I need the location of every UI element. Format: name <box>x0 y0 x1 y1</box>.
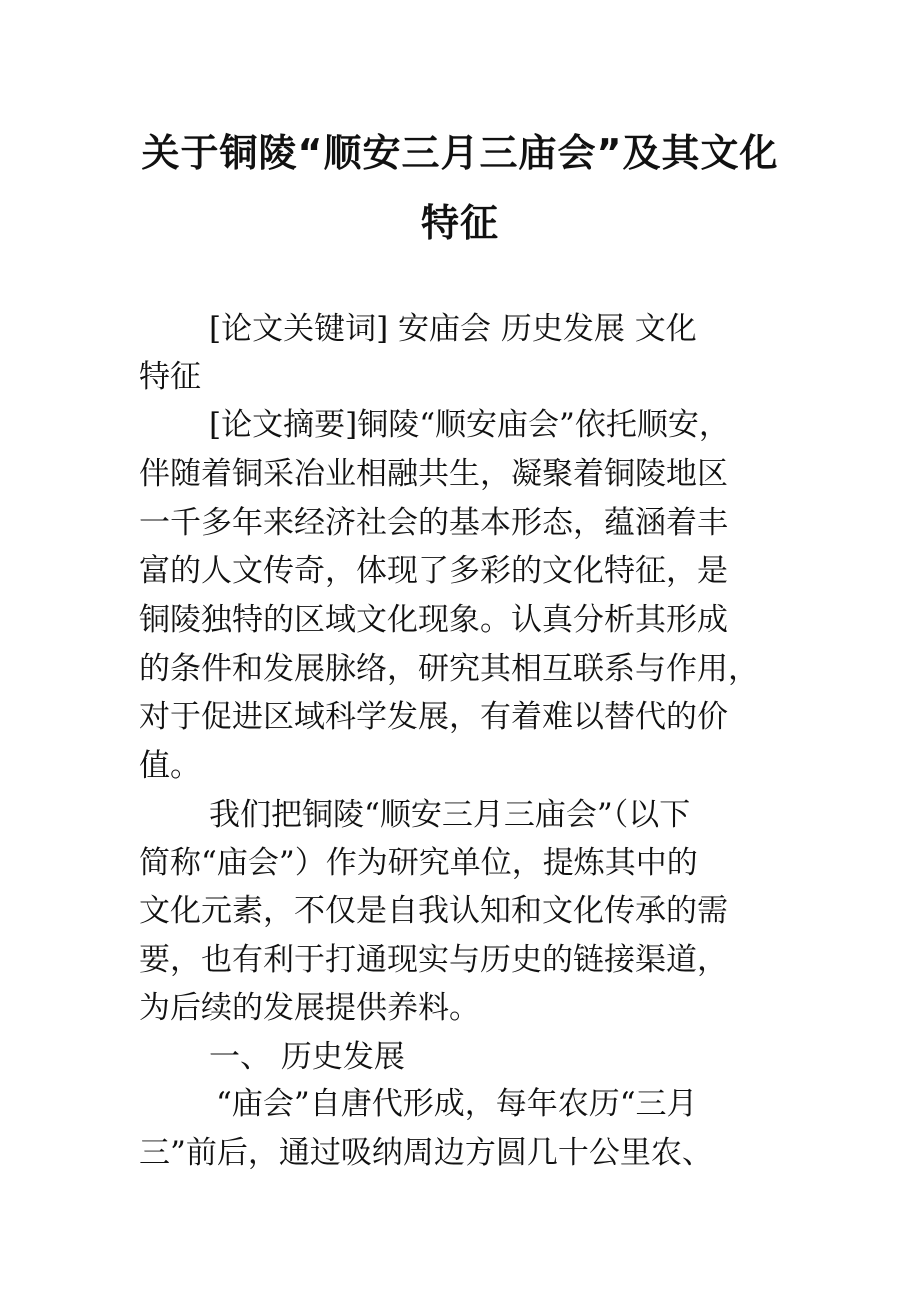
intro-line-5: 为后续的发展提供养料。 <box>139 990 480 1026</box>
section-line-2: 三”前后，通过吸纳周边方圆几十公里农、 <box>139 1135 713 1171</box>
keywords-line-1: [论文关键词] 安庙会 历史发展 文化 <box>209 311 697 347</box>
abstract-line-5: 铜陵独特的区域文化现象。认真分析其形成 <box>139 602 728 638</box>
intro-line-4: 要，也有利于打通现实与历史的链接渠道， <box>139 942 728 978</box>
abstract-line-4: 富的人文传奇，体现了多彩的文化特征，是 <box>139 553 728 589</box>
intro-line-3: 文化元素，不仅是自我认知和文化传承的需 <box>139 893 728 929</box>
section-heading: 一、 历史发展 <box>209 1039 405 1075</box>
keywords-line-2: 特征 <box>139 359 201 395</box>
abstract-line-7: 对于促进区域科学发展，有着难以替代的价 <box>139 699 728 735</box>
abstract-line-6: 的条件和发展脉络，研究其相互联系与作用， <box>139 651 759 687</box>
abstract-line-3: 一千多年来经济社会的基本形态，蕴涵着丰 <box>139 505 728 541</box>
abstract-line-8: 值。 <box>139 748 201 784</box>
abstract-line-2: 伴随着铜采冶业相融共生，凝聚着铜陵地区 <box>139 456 728 492</box>
abstract-line-1: [论文摘要]铜陵“顺安庙会”依托顺安， <box>209 407 730 443</box>
intro-line-2: 简称“庙会”）作为研究单位，提炼其中的 <box>139 845 698 881</box>
intro-line-1: 我们把铜陵“顺安三月三庙会”（以下 <box>209 797 691 833</box>
document-title: 关于铜陵“顺安三月三庙会”及其文化特征 <box>141 131 779 245</box>
section-line-1: “庙会”自唐代形成，每年农历“三月 <box>216 1086 698 1122</box>
